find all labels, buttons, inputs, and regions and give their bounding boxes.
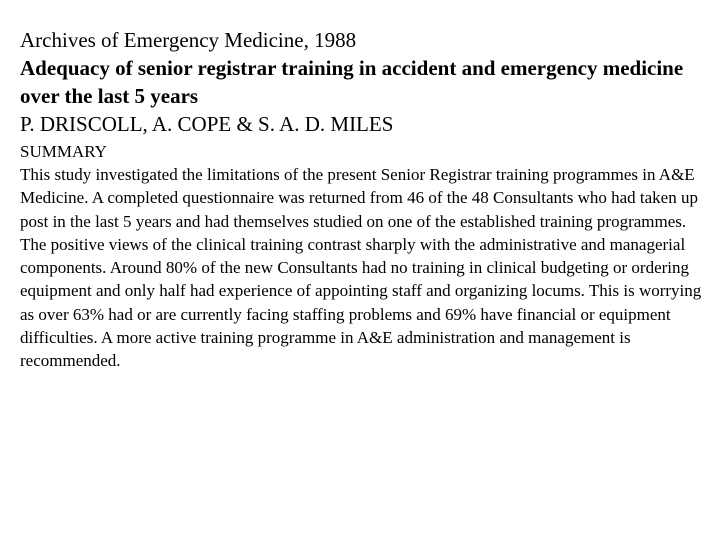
article-title: Adequacy of senior registrar training in accident and emergency medicine over the last 5 years xyxy=(20,56,684,108)
journal-citation: Archives of Emergency Medicine, 1988 xyxy=(20,28,357,52)
article-authors: P. DRISCOLL, A. COPE & S. A. D. MILES xyxy=(20,112,394,136)
summary-paragraph-2: The positive views of the clinical training contrast sharply with the administrative and managerial components. Around 80% of the new Consultants had no training in clinical budgeting or ordering equipment and only half had experience of appointing staff and organizing locums. This is worrying as over 63% had or are currently facing staffing problems and 69% have financial or equipment difficulties. A more active training programme in A&E administration and management is recommended. xyxy=(20,234,702,371)
summary-paragraph-1: This study investigated the limitations of the present Senior Registrar training programmes in A&E Medicine. A completed questionnaire was returned from 46 of the 48 Consultants who had taken up post in the last 5 years and had themselves studied on one of the established training programmes. xyxy=(20,165,698,231)
article-page xyxy=(20,26,712,373)
summary-heading: SUMMARY xyxy=(20,142,107,161)
